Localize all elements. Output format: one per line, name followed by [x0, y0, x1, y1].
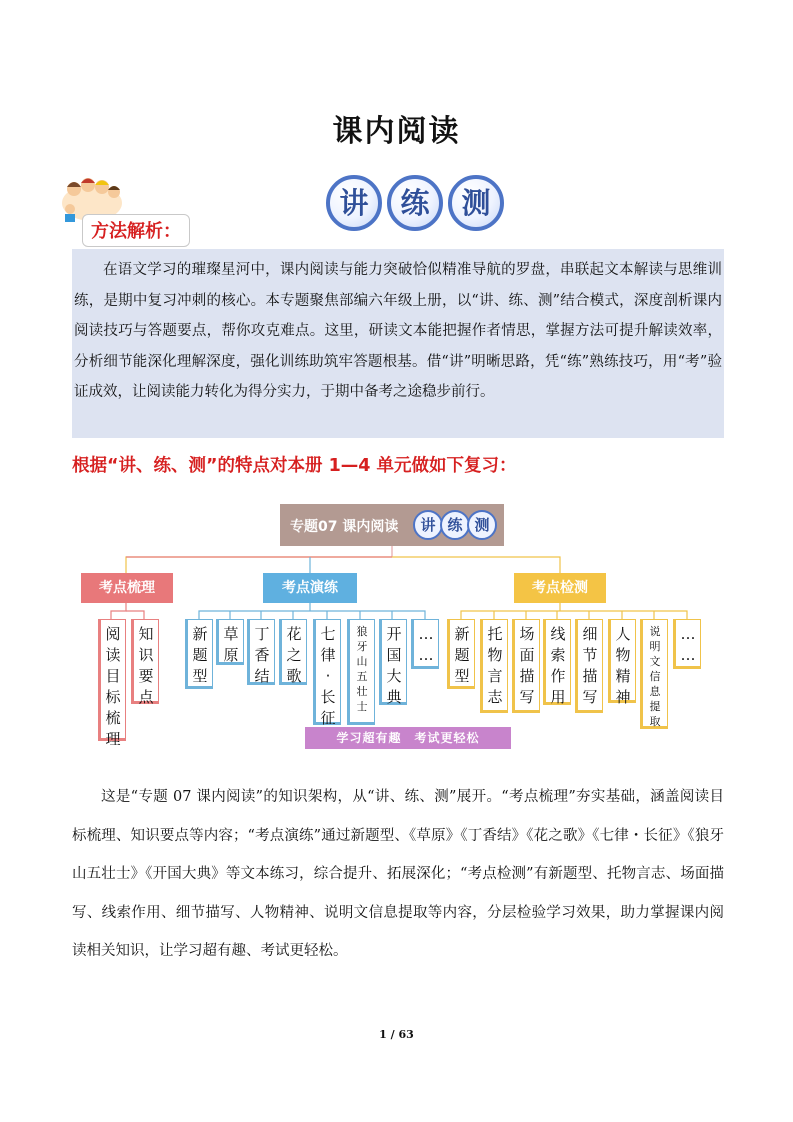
diagram-footer-band: 学习超有趣 考试更轻松 — [305, 727, 511, 749]
leaf-text: 人 物 精 神 — [615, 625, 631, 706]
leaf-text: 开 国 大 典 — [386, 625, 402, 706]
leaf-text: 丁 香 结 — [254, 625, 270, 685]
leaf-more-yellow — [673, 619, 701, 669]
section-heading: 根据“讲、练、测”的特点对本册 1—4 单元做如下复习： — [72, 456, 517, 476]
leaf-text: … … — [418, 625, 434, 664]
badge-lian: 练 — [387, 175, 443, 231]
leaf-shuomingwen — [640, 619, 668, 729]
body-text-block — [72, 778, 724, 971]
badge-ce: 测 — [448, 175, 504, 231]
body-paragraph: 这是“专题 07 课内阅读”的知识架构，从“讲、练、测”展开。“考点梳理”夯实基础，涵盖阅读目标梳理、知识要点等内容；“考点演练”通过新题型、《草原》《丁香结》《花之歌》《七律・长征》《狼牙山五壮士》《开国大典》等文本练习，综合提升、拓展深化；“考点检测”有新题型、托物言志、场面描写、线索作用、细节描写、人物精神、说明文信息提取等内容，分层检验学习效果，助力掌握课内阅读相关知识，让学习超有趣、考试更轻松。 — [72, 789, 724, 959]
intro-paragraph: 在语文学习的璀璨星河中，课内阅读与能力突破恰似精准导航的罗盘，串联起文本解读与思维训练，是期中复习冲刺的核心。本专题聚焦部编六年级上册，以“讲、练、测”结合模式，深度剖析课内阅读技巧与答题要点，帮你攻克难点。这里，研读文本能把握作者情思，掌握方法可提升解读效率，分析细节能深化理解深度，强化训练助筑牢答题根基。借“讲”明晰思路，凭“练”熟练技巧，用“考”验证成效，让阅读能力转化为得分实力，于期中备考之途稳步前行。 — [74, 262, 722, 400]
leaf-huazhige — [279, 619, 307, 685]
method-label: 方法解析： — [82, 214, 190, 247]
knowledge-diagram — [70, 500, 724, 760]
leaf-new-question-type — [185, 619, 213, 689]
leaf-text: 细 节 描 写 — [582, 625, 598, 706]
leaf-text: 说 明 文 信 息 提 取 — [649, 625, 661, 728]
leaf-text: 七 律 · 长 征 — [320, 625, 336, 727]
leaf-text: 托 物 言 志 — [487, 625, 503, 706]
leaf-tuowu-yanzhi — [480, 619, 508, 713]
diagram-root — [280, 504, 504, 546]
leaf-renwu-jingshen — [608, 619, 636, 706]
leaf-text: 狼 牙 山 五 壮 士 — [356, 625, 368, 713]
leaf-kaiguo-dadian — [379, 619, 407, 705]
leaf-text: 知 识 要 点 — [138, 625, 154, 706]
leaf-text: 线 索 作 用 — [550, 625, 566, 706]
leaf-reading-goals — [98, 619, 126, 748]
page-title: 课内阅读 — [332, 114, 461, 149]
badge-jiang: 讲 — [326, 175, 382, 231]
root-badge-ce: 测 — [467, 510, 497, 540]
leaf-text: 阅 读 目 标 梳 理 — [105, 625, 121, 748]
leaf-text: 场 面 描 写 — [519, 625, 535, 706]
leaf-changmian-miaoxie — [512, 619, 540, 713]
root-label: 专题07 课内阅读 — [290, 519, 399, 535]
leaf-text: 草 原 — [223, 625, 239, 664]
header-badges — [326, 175, 504, 231]
leaf-text: 新 题 型 — [454, 625, 470, 685]
root-badge-jiang: 讲 — [413, 510, 443, 540]
category-kaodian-shuli: 考点梳理 — [81, 573, 173, 603]
leaf-key-points — [131, 619, 159, 704]
leaf-dingxiangjie — [247, 619, 275, 685]
leaf-text: 新 题 型 — [192, 625, 208, 685]
leaf-xiansuo-zuoyong — [543, 619, 571, 705]
leaf-caoyuan — [216, 619, 244, 665]
leaf-more-blue — [411, 619, 439, 669]
category-kaodian-jiance: 考点检测 — [514, 573, 606, 603]
intro-box — [72, 249, 724, 438]
leaf-text: 花 之 歌 — [286, 625, 302, 685]
page-number: 1 / 63 — [379, 1028, 414, 1041]
root-badge-lian: 练 — [440, 510, 470, 540]
category-kaodian-yanlian: 考点演练 — [263, 573, 357, 603]
leaf-new-question-type-2 — [447, 619, 475, 689]
leaf-text: … … — [680, 625, 696, 664]
leaf-langyashan — [347, 619, 375, 725]
leaf-xijie-miaoxie — [575, 619, 603, 713]
leaf-qilv-changzheng — [313, 619, 341, 725]
